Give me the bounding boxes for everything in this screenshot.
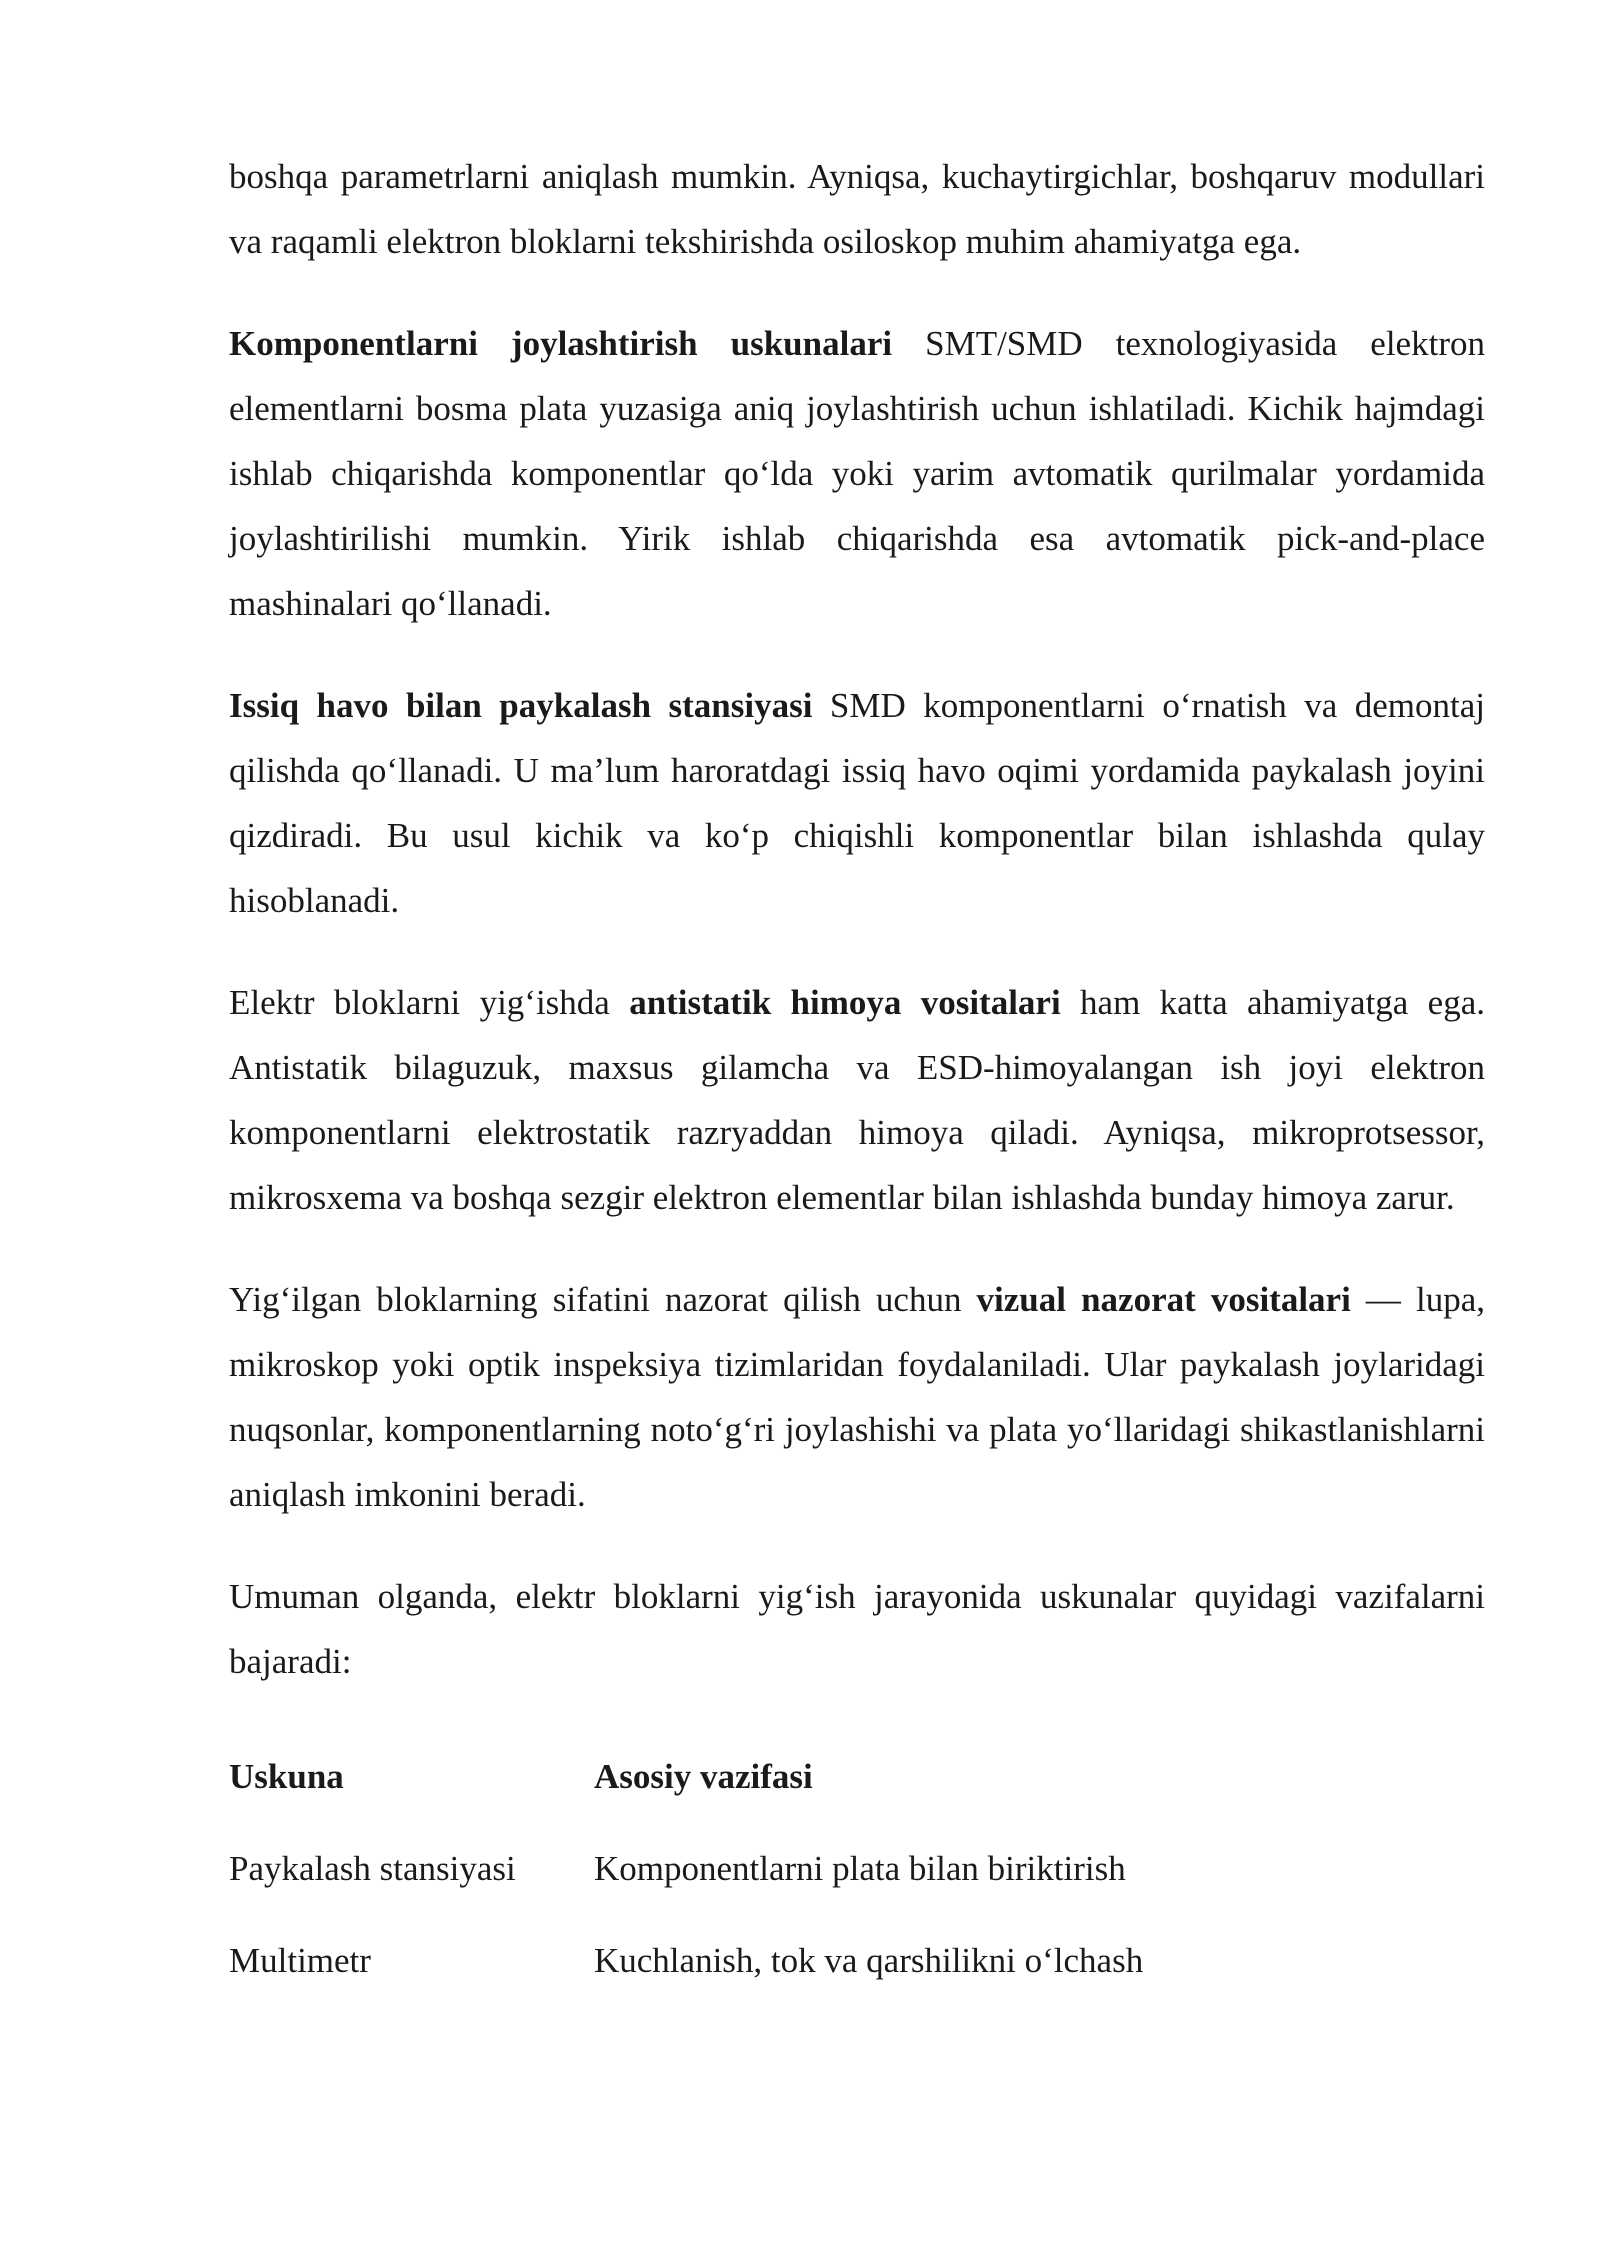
table-header-equipment: Uskuna <box>229 1757 344 1796</box>
paragraph <box>229 1564 1485 1694</box>
document-page <box>229 144 1485 2030</box>
paragraph-text: SMD komponentlarni o‘rnatish va demontaj qilishda qo‘llanadi. U ma’lum haroratdagi issiq havo oqimi yordamida paykalash joyini qizdiradi. Bu usul kichik va ko‘p chiqishli komponentlar bilan ishlashda qulay hisoblanadi. <box>229 686 1485 920</box>
table-cell-function: Kuchlanish, tok va qarshilikni o‘lchash <box>594 1941 1144 1980</box>
paragraph <box>229 311 1485 636</box>
table-cell-function: Komponentlarni plata bilan biriktirish <box>594 1849 1126 1888</box>
bold-term: vizual nazorat vositalari <box>976 1280 1351 1319</box>
paragraph <box>229 144 1485 274</box>
paragraph-text: Elektr bloklarni yig‘ishda <box>229 983 630 1022</box>
bold-term: Komponentlarni joylashtirish uskunalari <box>229 324 893 363</box>
table-cell-equipment: Multimetr <box>229 1941 371 1980</box>
equipment-table <box>229 1754 1485 2030</box>
bold-term: antistatik himoya vositalari <box>629 983 1061 1022</box>
table-row <box>229 1938 1485 2030</box>
paragraph <box>229 970 1485 1230</box>
table-header-function: Asosiy vazifasi <box>594 1757 813 1796</box>
table-cell-equipment: Paykalash stansiyasi <box>229 1849 516 1888</box>
paragraph <box>229 673 1485 933</box>
paragraph-text: boshqa parametrlarni aniqlash mumkin. Ayniqsa, kuchaytirgichlar, boshqaruv modullari va raqamli elektron bloklarni tekshirishda osiloskop muhim ahamiyatga ega. <box>229 157 1485 261</box>
paragraph-text: SMT/SMD texnologiyasida elektron elementlarni bosma plata yuzasiga aniq joylashtirish uchun ishlatiladi. Kichik hajmdagi ishlab chiqarishda komponentlar qo‘lda yoki yarim avtomatik qurilmalar yordamida joylashtirilishi mumkin. Yirik ishlab chiqarishda esa avtomatik pick-and-place mashinalari qo‘llanadi. <box>229 324 1485 623</box>
bold-term: Issiq havo bilan paykalash stansiyasi <box>229 686 813 725</box>
paragraph-text: Umuman olganda, elektr bloklarni yig‘ish jarayonida uskunalar quyidagi vazifalarni bajaradi: <box>229 1577 1485 1681</box>
paragraph-text: — lupa, mikroskop yoki optik inspeksiya tizimlaridan foydalaniladi. Ular paykalash joylaridagi nuqsonlar, komponentlarning noto‘g‘ri joylashishi va plata yo‘llaridagi shikastlanishlarni aniqlash imkonini beradi. <box>229 1280 1485 1514</box>
paragraph-text: Yig‘ilgan bloklarning sifatini nazorat qilish uchun <box>229 1280 977 1319</box>
table-row <box>229 1846 1485 1938</box>
paragraph-text: ham katta ahamiyatga ega. Antistatik bilaguzuk, maxsus gilamcha va ESD-himoyalangan ish joyi elektron komponentlarni elektrostatik razryaddan himoya qiladi. Ayniqsa, mikroprotsessor, mikrosxema va boshqa sezgir elektron elementlar bilan ishlashda bunday himoya zarur. <box>229 983 1485 1217</box>
paragraph <box>229 1267 1485 1527</box>
table-header-row <box>229 1754 1485 1846</box>
document-body <box>229 144 1485 1694</box>
